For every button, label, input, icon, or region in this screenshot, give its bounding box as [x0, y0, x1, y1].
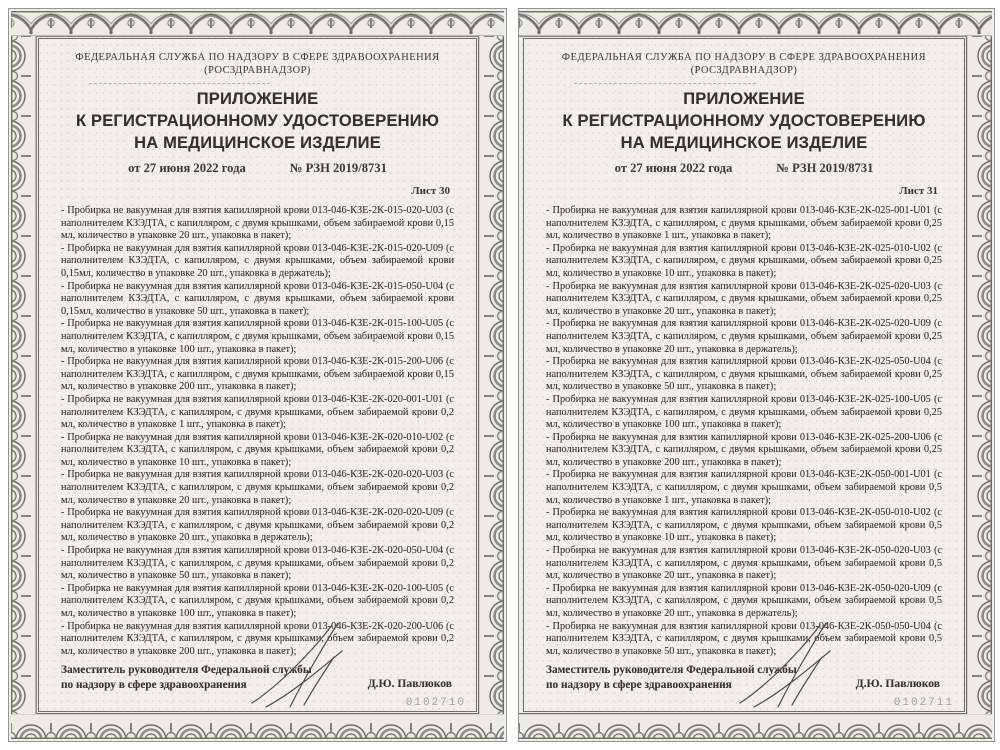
product-item: - Пробирка не вакуумная для взятия капиллярной крови 013-046-КЗЕ-2К-050-001-U01 (с наполнителем КЗЭДТА, с капилляром, с двумя крышками, объем забираемой крови 0,5 мл, количество в упаковке 1 шт., упаковка в пакет); — [546, 469, 942, 506]
border-ornament-bottom — [519, 713, 992, 739]
title-line-1: ПРИЛОЖЕНИЕ — [683, 90, 805, 108]
product-item: - Пробирка не вакуумная для взятия капиллярной крови 013-046-КЗЕ-2К-015-050-U04 (с наполнителем КЗЭДТА, с капилляром, с двумя крышками, объем забираемой крови 0,15мл, количество в упаковке 50 шт., упаковка в пакет); — [61, 280, 454, 317]
title-line-3: НА МЕДИЦИНСКОЕ ИЗДЕЛИЕ — [134, 134, 381, 152]
product-item: - Пробирка не вакуумная для взятия капиллярной крови 013-046-КЗЕ-2К-050-020-U03 (с наполнителем КЗЭДТА, с капилляром, с двумя крышками, объем забираемой крови 0,5 мл, количество в упаковке 20 шт., упаковка в пакет); — [546, 545, 942, 582]
form-serial-number: 0102711 — [893, 697, 954, 709]
signatory-name: Д.Ю. Павлюков — [367, 677, 452, 691]
title-line-2: К РЕГИСТРАЦИОННОМУ УДОСТОВЕРЕНИЮ — [75, 112, 440, 130]
product-item: - Пробирка не вакуумная для взятия капиллярной крови 013-046-КЗЕ-2К-025-100-U05 (с наполнителем КЗЭДТА, с капилляром, с двумя крышками, объем забираемой крови 0,25 мл, количество в упаковке 100 шт., упаковка в пакет); — [546, 393, 942, 431]
form-serial-number: 0102710 — [405, 697, 466, 709]
border-ornament-bottom — [11, 713, 504, 739]
product-item: - Пробирка не вакуумная для взятия капиллярной крови 013-046-КЗЕ-2К-015-020-U09 (с наполнителем КЗЭДТА, с капилляром, с двумя крышками, объем забираемой крови 0,15мл, количество в упаковке 20 шт., упаковка в держатель); — [61, 242, 454, 279]
registration-number: № РЗН 2019/8731 — [289, 161, 387, 175]
issuing-authority — [546, 51, 942, 77]
certificate-page-sheet-31 — [518, 8, 995, 742]
product-item: - Пробирка не вакуумная для взятия капиллярной крови 013-046-КЗЕ-2К-025-020-U09 (с наполнителем КЗЭДТА, с капилляром, с двумя крышками, объем забираемой крови 0,25 мл, количество в упаковке 20 шт., упаковка в держатель); — [546, 318, 942, 355]
title-line-1: ПРИЛОЖЕНИЕ — [196, 90, 319, 108]
document-title — [61, 88, 454, 154]
product-item: - Пробирка не вакуумная для взятия капиллярной крови 013-046-КЗЕ-2К-020-001-U01 (с наполнителем КЗЭДТА, с капилляром, с двумя крышками, объем забираемой крови 0,2 мл, количество в упаковке 1 шт., упаковка в пакет); — [61, 393, 454, 431]
product-item: - Пробирка не вакуумная для взятия капиллярной крови 013-046-КЗЕ-2К-020-200-U06 (с наполнителем КЗЭДТА, с капилляром, с двумя крышками, объем забираемой крови 0,2 мл, количество в упаковке 200 шт., упаковка в пакет); — [61, 620, 454, 657]
product-item: - Пробирка не вакуумная для взятия капиллярной крови 013-046-КЗЕ-2К-020-100-U05 (с наполнителем КЗЭДТА, с капилляром, с двумя крышками, объем забираемой крови 0,2 мл, количество в упаковке 100 шт., упаковка в пакет); — [61, 582, 454, 619]
signatory-name: Д.Ю. Павлюков — [855, 677, 940, 691]
registration-number: № РЗН 2019/8731 — [776, 161, 874, 175]
issue-date: от 27 июня 2022 года — [128, 161, 246, 175]
border-ornament-right — [478, 36, 504, 714]
product-item: - Пробирка не вакуумная для взятия капиллярной крови 013-046-КЗЕ-2К-025-200-U06 (с наполнителем КЗЭДТА, с капилляром, с двумя крышками, объем забираемой крови 0,25 мл, количество в упаковке 200 шт., упаковка в пакет); — [546, 431, 942, 468]
product-list — [546, 205, 942, 658]
signatory-title — [61, 663, 312, 692]
document-title — [546, 88, 942, 154]
border-ornament-top — [519, 11, 992, 37]
divider-dashes — [574, 83, 756, 84]
product-item: - Пробирка не вакуумная для взятия капиллярной крови 013-046-КЗЕ-2К-020-010-U02 (с наполнителем КЗЭДТА, с капилляром, с двумя крышками, объем забираемой крови 0,2 мл, количество в упаковке 10 шт., упаковка в пакет); — [61, 431, 454, 468]
product-item: - Пробирка не вакуумная для взятия капиллярной крови 013-046-КЗЕ-2К-015-020-U03 (с наполнителем КЗЭДТА, с капилляром, с двумя крышками, объем забираемой крови 0,15 мл, количество в упаковке 20 шт., упаковка в пакет); — [61, 205, 454, 242]
page-content-area — [523, 38, 965, 712]
authority-short-name: (РОСЗДРАВНАДЗОР) — [690, 65, 798, 76]
page-content-area — [38, 38, 477, 712]
certificate-page-sheet-30 — [8, 8, 507, 742]
title-line-2: К РЕГИСТРАЦИОННОМУ УДОСТОВЕРЕНИЮ — [562, 112, 926, 130]
product-list — [61, 205, 454, 658]
product-item: - Пробирка не вакуумная для взятия капиллярной крови 013-046-КЗЕ-2К-050-010-U02 (с наполнителем КЗЭДТА, с капилляром, с двумя крышками, объем забираемой крови 0,5 мл, количество в упаковке 10 шт., упаковка в пакет); — [546, 507, 942, 544]
product-item: - Пробирка не вакуумная для взятия капиллярной крови 013-046-КЗЕ-2К-025-001-U01 (с наполнителем КЗЭДТА, с капилляром, с двумя крышками, объем забираемой крови 0,25 мл, количество в упаковке 1 шт., упаковка в пакет); — [546, 205, 942, 242]
authority-short-name: (РОСЗДРАВНАДЗОР) — [204, 65, 311, 76]
signatory-title — [546, 663, 797, 692]
issuing-authority — [61, 51, 454, 77]
product-item: - Пробирка не вакуумная для взятия капиллярной крови 013-046-КЗЕ-2К-050-020-U09 (с наполнителем КЗЭДТА, с капилляром, с двумя крышками, объем забираемой крови 0,5 мл, количество в упаковке 20 шт., упаковка в держатель); — [546, 582, 942, 619]
border-ornament-left — [11, 36, 37, 714]
product-item: - Пробирка не вакуумная для взятия капиллярной крови 013-046-КЗЕ-2К-020-020-U03 (с наполнителем КЗЭДТА, с капилляром, с двумя крышками, объем забираемой крови 0,2 мл, количество в упаковке 20 шт., упаковка в пакет); — [61, 469, 454, 506]
product-item: - Пробирка не вакуумная для взятия капиллярной крови 013-046-КЗЕ-2К-015-200-U06 (с наполнителем КЗЭДТА, с капилляром, с двумя крышками, объем забираемой крови 0,15 мл, количество в упаковке 200 шт., упаковка в пакет); — [61, 356, 454, 393]
divider-dashes — [89, 83, 270, 84]
signatory-title-line-1: Заместитель руководителя Федеральной службы — [546, 664, 797, 677]
sheet-number: Лист 30 — [411, 185, 450, 197]
issue-date: от 27 июня 2022 года — [614, 161, 733, 175]
signatory-title-line-2: по надзору в сфере здравоохранения — [61, 678, 247, 691]
product-item: - Пробирка не вакуумная для взятия капиллярной крови 013-046-КЗЕ-2К-025-050-U04 (с наполнителем КЗЭДТА, с капилляром, с двумя крышками, объем забираемой крови 0,25 мл, количество в упаковке 50 шт., упаковка в пакет); — [546, 356, 942, 393]
date-number-row — [61, 161, 454, 176]
product-item: - Пробирка не вакуумная для взятия капиллярной крови 013-046-КЗЕ-2К-020-050-U04 (с наполнителем КЗЭДТА, с капилляром, с двумя крышками, объем забираемой крови 0,2 мл, количество в упаковке 50 шт., упаковка в пакет); — [61, 545, 454, 582]
signatory-title-line-1: Заместитель руководителя Федеральной службы — [61, 664, 312, 677]
border-ornament-right — [966, 36, 992, 714]
product-item: - Пробирка не вакуумная для взятия капиллярной крови 013-046-КЗЕ-2К-015-100-U05 (с наполнителем КЗЭДТА, с капилляром, с двумя крышками, объем забираемой крови 0,15 мл, количество в упаковке 100 шт., упаковка в пакет); — [61, 318, 454, 355]
product-item: - Пробирка не вакуумная для взятия капиллярной крови 013-046-КЗЕ-2К-020-020-U09 (с наполнителем КЗЭДТА, с капилляром, с двумя крышками, объем забираемой крови 0,2 мл, количество в упаковке 20 шт., упаковка в держатель); — [61, 507, 454, 544]
signatory-title-line-2: по надзору в сфере здравоохранения — [546, 678, 732, 691]
product-item: - Пробирка не вакуумная для взятия капиллярной крови 013-046-КЗЕ-2К-050-050-U04 (с наполнителем КЗЭДТА, с капилляром, с двумя крышками, объем забираемой крови 0,5 мл, количество в упаковке 50 шт., упаковка в пакет); — [546, 620, 942, 657]
signature-block — [61, 663, 454, 692]
product-item: - Пробирка не вакуумная для взятия капиллярной крови 013-046-КЗЕ-2К-025-020-U03 (с наполнителем КЗЭДТА, с капилляром, с двумя крышками, объем забираемой крови 0,25 мл, количество в упаковке 20 шт., упаковка в пакет); — [546, 280, 942, 317]
signature-block — [546, 663, 942, 692]
authority-name: ФЕДЕРАЛЬНАЯ СЛУЖБА ПО НАДЗОРУ В СФЕРЕ ЗДРАВООХРАНЕНИЯ — [561, 52, 927, 63]
authority-name: ФЕДЕРАЛЬНАЯ СЛУЖБА ПО НАДЗОРУ В СФЕРЕ ЗДРАВООХРАНЕНИЯ — [75, 52, 440, 63]
date-number-row — [546, 161, 942, 176]
border-ornament-top — [11, 11, 504, 37]
sheet-number: Лист 31 — [899, 185, 938, 197]
title-line-3: НА МЕДИЦИНСКОЕ ИЗДЕЛИЕ — [620, 134, 868, 152]
product-item: - Пробирка не вакуумная для взятия капиллярной крови 013-046-КЗЕ-2К-025-010-U02 (с наполнителем КЗЭДТА, с капилляром, с двумя крышками, объем забираемой крови 0,25 мл, количество в упаковке 10 шт., упаковка в пакет); — [546, 242, 942, 279]
